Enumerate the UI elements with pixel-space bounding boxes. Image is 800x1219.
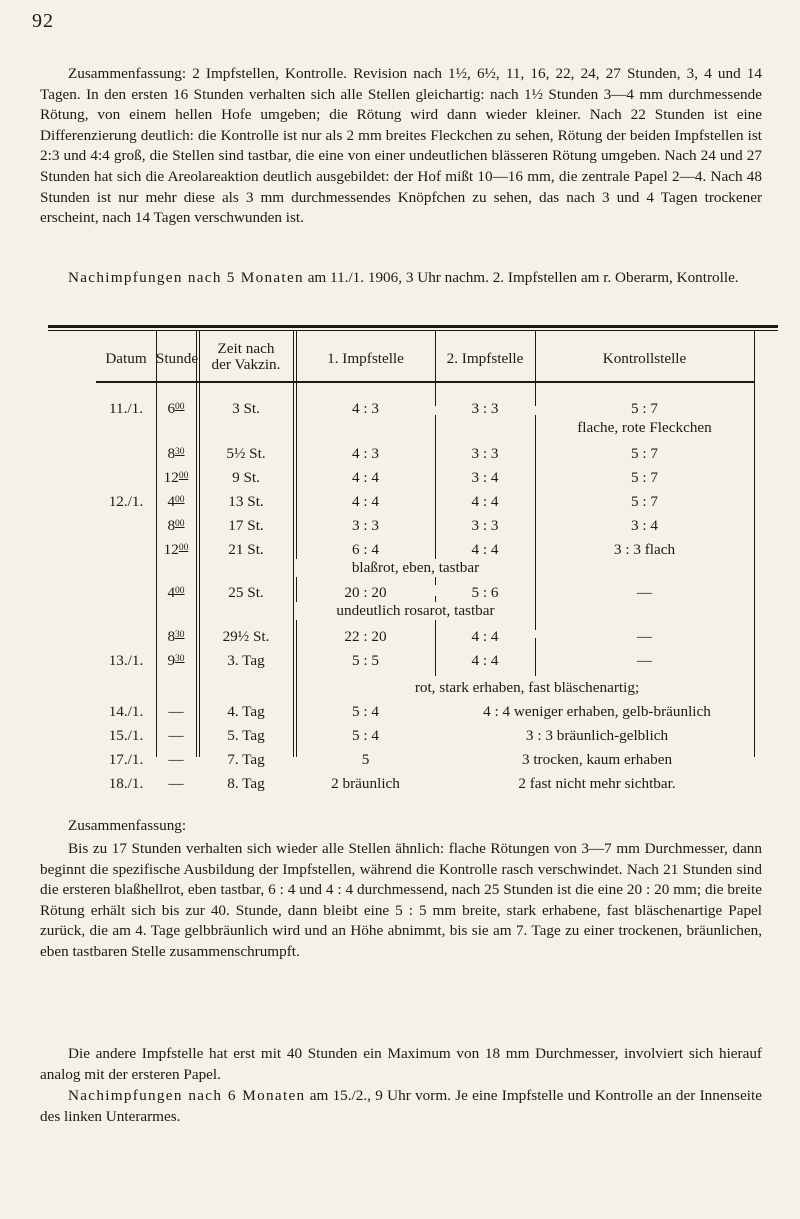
cell-hour: — <box>168 703 184 720</box>
header-impfstelle-2: 2. Impfstelle <box>446 350 524 367</box>
cell-time: 9 St. <box>232 469 260 486</box>
final-heading <box>40 1086 762 1127</box>
col-divider <box>293 331 294 757</box>
cell-time: 8. Tag <box>227 775 265 792</box>
col-divider <box>535 331 536 406</box>
cell-imp1: 3 : 3 <box>351 517 379 534</box>
cell-hour: $8^{00}$ <box>167 517 185 534</box>
cell-imp2: 4 : 4 <box>471 541 499 558</box>
cell-imp2-wide: 3 : 3 bräunlich-gelblich <box>525 727 669 744</box>
cell-hour: $8^{30}$ <box>167 628 185 645</box>
cell-hour: — <box>168 751 184 768</box>
intro-paragraph: Zusammenfassung: 2 Impfstellen, Kontrolle. Revision nach 1½, 6½, 11, 16, 22, 24, 27 Stunden, 3, 4 und 14 Tagen. In den ersten 16 Stunden verhalten sich alle Stellen gleichartig: nach 1½ Stunden 3—4 mm durchmessende Rötung, von einem hellen Hofe umgeben; die Rötung wird dann wieder kleiner. Nach 22 Stunden ist eine Differenzierung deutlich: die Kontrolle ist nur als 2 mm breites Fleckchen zu sehen, Rötung der beiden Impfstellen ist 2:3 und 4:4 groß, die Stellen sind tastbar, die eine von einer undeutlichen blässeren Rötung umgeben. Nach 24 und 27 Stunden hat sich die Areolareaktion deutlich ausgebildet: der Hof mißt 10—16 mm, die zentrale Papel 2—4. Nach 48 Stunden ist nur mehr diese als 3 mm durchmessendes Knöpfchen zu sehen, das nach 3 und 4 Tagen trockener erscheint, nach 14 Tagen verschwunden ist. <box>40 65 762 227</box>
cell-time: 4. Tag <box>227 703 265 720</box>
header-time-line1: Zeit nach <box>217 340 275 357</box>
cell-hour: — <box>168 727 184 744</box>
cell-imp2-wide: 2 fast nicht mehr sichtbar. <box>518 775 676 792</box>
cell-control: — <box>636 628 653 645</box>
cell-imp1: 20 : 20 <box>344 584 387 601</box>
cell-hour: $8^{30}$ <box>167 445 185 462</box>
header-time-line2: der Vakzin. <box>211 356 281 373</box>
cell-imp1: 4 : 4 <box>351 493 379 510</box>
cell-control: — <box>636 652 653 669</box>
cell-imp1: 6 : 4 <box>351 541 379 558</box>
span-note: blaßrot, eben, tastbar <box>296 559 535 577</box>
header-impfstelle-1: 1. Impfstelle <box>327 350 404 367</box>
revaccination-heading-spaced: Nachimpfungen nach 5 Monaten <box>68 269 304 286</box>
cell-date: 12./1. <box>108 493 144 510</box>
cell-time: 25 St. <box>228 584 264 601</box>
cell-control: 3 : 3 flach <box>613 541 676 558</box>
second-paragraph: Die andere Impfstelle hat erst mit 40 Stunden ein Maximum von 18 mm Durchmesser, involviert sich hierauf analog mit der ersteren Papel. <box>40 1045 762 1083</box>
cell-time: 3 St. <box>232 400 260 417</box>
cell-hour: — <box>168 775 184 792</box>
cell-date: 13./1. <box>108 652 144 669</box>
cell-imp2: 3 : 3 <box>471 517 499 534</box>
col-divider <box>435 331 436 406</box>
cell-imp1: 5 <box>361 751 370 768</box>
cell-imp2: 5 : 6 <box>471 584 499 601</box>
header-kontrollstelle: Kontrollstelle <box>602 350 687 367</box>
cell-imp1: 22 : 20 <box>344 628 387 645</box>
cell-control: 5 : 7 <box>630 469 658 486</box>
span-note: rot, stark erhaben, fast bläschenartig; <box>300 679 754 697</box>
final-heading-rest: am 15./2., 9 Uhr vorm. Je eine Impfstelle und Kontrolle an der Innenseite des linken Unterarmes. <box>40 1087 762 1125</box>
cell-control: 5 : 7 <box>630 400 658 417</box>
revaccination-heading <box>40 268 762 289</box>
cell-imp1: 4 : 4 <box>351 469 379 486</box>
cell-control: 5 : 7 <box>630 445 658 462</box>
cell-imp1: 4 : 3 <box>351 445 379 462</box>
cell-control: — <box>636 584 653 601</box>
cell-hour: $4^{00}$ <box>167 493 185 510</box>
cell-time: 5. Tag <box>227 727 265 744</box>
cell-hour: $12^{00}$ <box>163 469 189 486</box>
cell-imp2: 3 : 3 <box>471 400 499 417</box>
cell-imp2: 4 : 4 <box>471 628 499 645</box>
summary-label: Zusammenfassung: <box>68 817 187 834</box>
cell-imp1: 5 : 4 <box>351 727 379 744</box>
col-divider <box>196 331 197 757</box>
cell-time: 5½ St. <box>226 445 266 462</box>
cell-time: 29½ St. <box>222 628 270 645</box>
cell-imp1: 5 : 4 <box>351 703 379 720</box>
cell-imp2-wide: 4 : 4 weniger erhaben, gelb-bräunlich <box>483 703 711 720</box>
cell-imp2: 3 : 4 <box>471 469 499 486</box>
cell-time: 3. Tag <box>227 652 265 669</box>
cell-imp2-wide: 3 trocken, kaum erhaben <box>521 751 673 768</box>
cell-imp1: 4 : 3 <box>351 400 379 417</box>
cell-date: 11./1. <box>108 400 144 417</box>
cell-time: 7. Tag <box>227 751 265 768</box>
span-note: undeutlich rosarot, tastbar <box>296 602 535 620</box>
cell-hour: $4^{00}$ <box>167 584 185 601</box>
table-top-rule <box>48 325 778 328</box>
col-divider <box>754 331 755 757</box>
cell-date: 14./1. <box>108 703 144 720</box>
cell-imp2: 3 : 3 <box>471 445 499 462</box>
header-rule <box>96 381 754 383</box>
revaccination-heading-rest: am 11./1. 1906, 3 Uhr nachm. 2. Impfstellen am r. Oberarm, Kontrolle. <box>303 269 739 286</box>
header-date: Datum <box>105 350 147 367</box>
cell-hour: $12^{00}$ <box>163 541 189 558</box>
cell-control: 5 : 7 <box>630 493 658 510</box>
cell-hour: $9^{30}$ <box>167 652 185 669</box>
summary-paragraph: Bis zu 17 Stunden verhalten sich wieder alle Stellen ähnlich: flache Rötungen von 3—7 mm Durchmesser, dann beginnt die spezifische Ausbildung der Impfstellen, während die Kontrolle rasch verschwindet. Nach 21 Stunden sind die ersteren blaßhellrot, eben tastbar, 6 : 4 und 4 : 4 durchmessend, nach 25 Stunden ist die eine 20 : 20 mm; die breite Rötung erhält sich bis zur 40. Stunde, dann bleibt eine 5 : 5 mm breite, stark erhabene, fast bläschenartige Papel zurück, die am 4. Tage gelbbräunlich wird und an Höhe abnimmt, bis sie am 7. Tage zu einer trockenen, bräunlichen, eben tastbaren Stelle zusammenschrumpft. <box>40 840 762 960</box>
cell-control-note: flache, rote Fleckchen <box>577 419 712 436</box>
cell-imp2: 4 : 4 <box>471 652 499 669</box>
cell-imp1: 5 : 5 <box>351 652 379 669</box>
cell-time: 17 St. <box>228 517 264 534</box>
cell-hour: $6^{00}$ <box>167 400 185 417</box>
cell-imp1: 2 bräunlich <box>331 775 400 792</box>
final-heading-spaced: Nachimpfungen nach 6 Monaten <box>68 1087 306 1104</box>
header-hour: Stunde <box>155 350 199 367</box>
table-top-rule-thin <box>48 330 778 331</box>
cell-time: 13 St. <box>228 493 264 510</box>
cell-time: 21 St. <box>228 541 264 558</box>
cell-imp2: 4 : 4 <box>471 493 499 510</box>
cell-control: 3 : 4 <box>630 517 658 534</box>
cell-date: 17./1. <box>108 751 144 768</box>
cell-date: 15./1. <box>108 727 144 744</box>
page-number: 92 <box>32 10 54 32</box>
cell-date: 18./1. <box>108 775 144 792</box>
